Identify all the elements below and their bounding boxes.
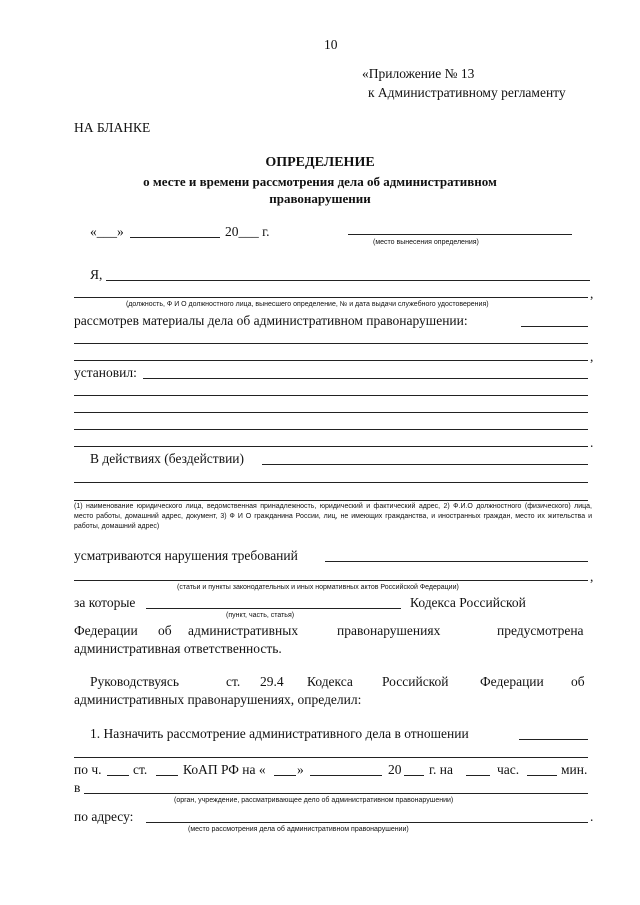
violations-field-1[interactable] [325, 561, 588, 562]
part-number-field[interactable] [107, 775, 129, 776]
dot-2: . [590, 809, 594, 824]
close-quote: » [297, 762, 304, 777]
official-prefix: Я, [90, 267, 103, 282]
actions-label: В действиях (бездействии) [90, 451, 245, 466]
hearing-month-field[interactable] [310, 775, 382, 776]
hearing-hour-field[interactable] [466, 775, 490, 776]
document-subtitle-2: правонарушении [269, 191, 371, 206]
article-part-label: по ч. [74, 762, 102, 777]
item-1-field-2[interactable] [74, 757, 588, 758]
established-field-1[interactable] [143, 378, 588, 379]
page-number: 10 [324, 37, 338, 52]
comma-3: , [590, 569, 594, 584]
subject-note: (1) наименование юридического лица, ведомственная принадлежность, юридический и фактический адрес, 2) Ф.И.О должностного (физического) лица, место работы, домашний адрес, документ, 3) Ф И О гражданина России, лиц, не имеющих гражданства, и иностранных граждан, место их жительства и работы, домашний адрес) [74, 503, 592, 530]
comma-2: , [590, 349, 594, 364]
official-field-2[interactable] [74, 297, 588, 298]
address-field[interactable] [146, 822, 588, 823]
koap-label: КоАП РФ на « [183, 762, 266, 777]
document-subtitle-1: о месте и времени рассмотрения дела об административном [143, 174, 497, 189]
article-label: ст. [133, 762, 148, 777]
address-label: по адресу: [74, 809, 134, 824]
guided-w4: Кодекса [307, 674, 353, 689]
place-hint: (место вынесения определения) [373, 239, 479, 246]
established-field-3[interactable] [74, 412, 588, 413]
federation-w3: административных [188, 623, 299, 638]
year-on-label: г. на [429, 762, 453, 777]
established-label: установил: [74, 365, 137, 380]
established-field-2[interactable] [74, 395, 588, 396]
organ-field[interactable] [84, 793, 588, 794]
in-label: в [74, 780, 81, 795]
code-label: Кодекса Российской [410, 595, 526, 610]
place-field[interactable] [348, 234, 572, 235]
guided-w1: Руководствуясь [90, 674, 179, 689]
violations-hint: (статьи и пункты законодательных и иных нормативных актов Российской Федерации) [177, 584, 459, 591]
appendix-label: «Приложение № 13 [362, 66, 475, 81]
date-year: 20___ г. [225, 224, 270, 239]
blank-label: НА БЛАНКЕ [74, 120, 151, 135]
official-field-1[interactable] [106, 280, 590, 281]
hour-label: час. [497, 762, 520, 777]
guided-line2: административных правонарушениях, определил: [74, 692, 362, 707]
hearing-day-field[interactable] [274, 775, 296, 776]
federation-w4: правонарушениях [337, 623, 441, 638]
actions-field-1[interactable] [262, 464, 588, 465]
date-month-field[interactable] [130, 237, 220, 238]
item-1-field-1[interactable] [519, 739, 588, 740]
materials-field-1[interactable] [521, 326, 588, 327]
year-prefix: 20 [388, 762, 402, 777]
guided-w5: Российской [382, 674, 449, 689]
address-hint: (место рассмотрения дела об административном правонарушении) [188, 826, 409, 833]
federation-w2: об [158, 623, 172, 638]
established-field-4[interactable] [74, 429, 588, 430]
dot-1: . [590, 435, 594, 450]
for-which-label: за которые [74, 595, 136, 610]
materials-field-2[interactable] [74, 343, 588, 344]
date-day: «___» [90, 224, 124, 239]
guided-w3: 29.4 [260, 674, 284, 689]
guided-w7: об [571, 674, 585, 689]
comma-1: , [590, 286, 594, 301]
article-number-field[interactable] [156, 775, 178, 776]
violations-label: усматриваются нарушения требований [74, 548, 298, 563]
article-ref-hint: (пункт, часть, статья) [226, 612, 295, 619]
hearing-year-field[interactable] [404, 775, 424, 776]
materials-field-3[interactable] [74, 360, 588, 361]
guided-w2: ст. [226, 674, 241, 689]
federation-w5: предусмотрена [497, 623, 584, 638]
guided-w6: Федерации [480, 674, 544, 689]
federation-w1: Федерации [74, 623, 138, 638]
established-field-5[interactable] [74, 446, 588, 447]
materials-text: рассмотрев материалы дела об административном правонарушении: [74, 313, 468, 328]
regulation-label: к Административному регламенту [368, 85, 566, 100]
liability-text: административная ответственность. [74, 641, 282, 656]
minute-label: мин. [561, 762, 588, 777]
hearing-minute-field[interactable] [527, 775, 557, 776]
item-1-text: 1. Назначить рассмотрение административного дела в отношении [90, 726, 469, 741]
article-ref-field[interactable] [146, 608, 401, 609]
official-hint: (должность, Ф И О должностного лица, вынесшего определение, № и дата выдачи служебного удостоверения) [126, 301, 489, 308]
document-title: ОПРЕДЕЛЕНИЕ [265, 155, 375, 170]
violations-field-2[interactable] [74, 580, 588, 581]
actions-field-2[interactable] [74, 482, 588, 483]
actions-field-3[interactable] [74, 500, 588, 501]
organ-hint: (орган, учреждение, рассматривающее дело об административном правонарушении) [174, 797, 454, 804]
